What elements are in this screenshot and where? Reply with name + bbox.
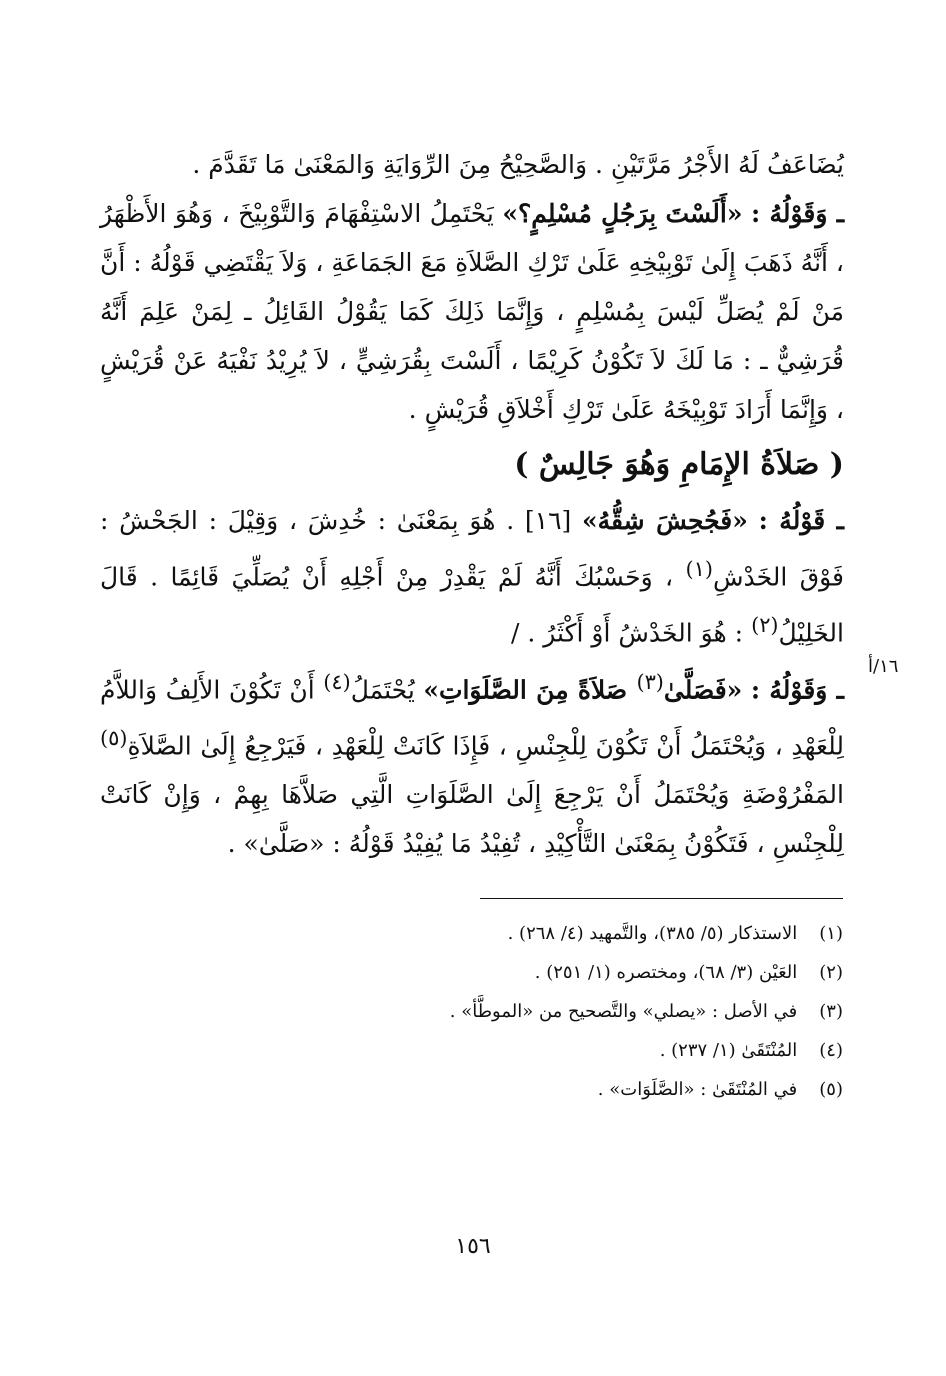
footnotes xyxy=(300,914,843,1109)
footnote-number: (٣) xyxy=(819,1001,843,1022)
main-text xyxy=(100,140,844,868)
paragraph-4-lead: ـ وَقَوْلُهُ : xyxy=(750,674,844,704)
paragraph-3-quote: «فَجُحِشَ شِقُّهُ» xyxy=(582,506,748,535)
paragraph-3-lead: ـ قَوْلُهُ : xyxy=(758,506,844,535)
page-number: ١٥٦ xyxy=(455,1234,491,1259)
paragraph-3 xyxy=(100,496,844,658)
footnote-ref-2: (٢) xyxy=(751,613,779,638)
footnote-2 xyxy=(300,953,843,992)
footnote-5 xyxy=(300,1070,843,1109)
paragraph-4-text-1: يُحْتَمَلُ xyxy=(350,674,424,704)
manuscript-folio-note: ١٦/أ xyxy=(868,656,899,677)
footnote-ref-5: (٥) xyxy=(100,725,128,750)
footnote-1 xyxy=(300,914,843,953)
paragraph-4-quote-1: «فَصَلَّىٰ xyxy=(663,674,743,704)
paragraph-4-text-2: أَنْ تَكُوْنَ الأَلِفُ وَاللاَّمُ لِلْعَهْدِ ، وَيُحْتَمَلُ أَنْ تَكُوْنَ لِلْجِنْسِ ، فَإِذَا كَانَتْ لِلْعَهْدِ ، فَيَرْجِعُ إِلَىٰ الصَّلاَةِ xyxy=(100,674,844,761)
paragraph-4-quote-2: صَلاَةً مِنَ الصَّلَوَاتِ» xyxy=(423,674,637,704)
footnote-number: (٢) xyxy=(819,962,843,983)
paragraph-4-text-3: المَفْرُوْضَةِ وَيُحْتَمَلُ أَنْ يَرْجِعَ إِلَىٰ الصَّلَوَاتِ الَّتِي صَلاَّهَا بِهِمْ ، وَإِنْ كَانَتْ لِلْجِنْسِ ، فَتَكُوْنُ بِمَعْنَىٰ التَّأْكِيْدِ ، تُفِيْدُ مَا يُفِيْدُ قَوْلُهُ : «صَلَّىٰ» . xyxy=(100,780,844,859)
section-heading: ( صَلاَةُ الإِمَامِ وَهُوَ جَالِسٌ ) xyxy=(514,447,844,482)
footnote-text: في الأصل : «يصلي» والتَّصحيح من «الموطَّأ» . xyxy=(449,1001,798,1022)
paragraph-3-text-1: [١٦] . هُوَ بِمَعْنَىٰ : خُدِشَ ، وَقِيْلَ : الجَحْشُ : فَوْقَ الخَدْشِ xyxy=(100,506,844,592)
footnote-ref-1: (١) xyxy=(685,557,713,581)
paragraph-4 xyxy=(100,658,844,869)
paragraph-1-text: يُضَاعَفُ لَهُ الأَجْرُ مَرَّتَيْنِ . وَالصَّحِيْحُ مِنَ الرِّوَايَةِ وَالمَعْنَىٰ مَا تَقَدَّمَ . xyxy=(192,150,844,179)
footnote-separator xyxy=(480,898,843,899)
footnote-number: (٥) xyxy=(819,1079,843,1100)
paragraph-3-text-2: ، وَحَسْبُكَ أَنَّهُ لَمْ يَقْدِرْ مِنْ أَجْلِهِ أَنْ يُصَلِّيَ قَائِمًا . قَالَ الخَلِيْلُ xyxy=(100,562,844,648)
footnote-text: العَيْن (٣/ ٦٨)، ومختصره (١/ ٢٥١) . xyxy=(534,962,798,983)
footnote-ref-3: (٣) xyxy=(636,669,664,694)
paragraph-3-text-3: : هُوَ الخَدْشُ أَوْ أَكْثَرُ . / xyxy=(510,618,752,648)
footnote-number: (٤) xyxy=(819,1040,843,1061)
paragraph-2-lead: ـ وَقَوْلُهُ : xyxy=(751,199,845,228)
footnote-4 xyxy=(300,1031,843,1070)
footnote-text: في المُنْتَقَىٰ : «الصَّلَوَات» . xyxy=(597,1079,798,1100)
footnote-text: الاستذكار (٥/ ٣٨٥)، والتَّمهيد (٤/ ٢٦٨) . xyxy=(507,923,798,944)
footnote-text: المُنْتَقَىٰ (١/ ٢٣٧) . xyxy=(659,1040,798,1061)
paragraph-1 xyxy=(100,140,844,189)
footnote-number: (١) xyxy=(819,923,843,944)
footnote-3 xyxy=(300,992,843,1031)
paragraph-2 xyxy=(100,189,844,434)
footnote-ref-4: (٤) xyxy=(323,669,351,694)
paragraph-2-quote: «أَلَسْتَ بِرَجُلٍ مُسْلِمٍ؟» xyxy=(502,199,743,228)
paragraph-2-text: يَحْتَمِلُ الاسْتِفْهَامَ وَالتَّوْبِيْخَ ، وَهُوَ الأَظْهَرُ ، أَنَّهُ ذَهَبَ إِلَىٰ تَوْبِيْخِهِ عَلَىٰ تَرْكِ الصَّلاَةِ مَعَ الجَمَاعَةِ ، وَلاَ يَقْتَضِي قَوْلُهُ : أَنَّ مَنْ لَمْ يُصَلِّ لَيْسَ بِمُسْلِمٍ ، وَإِنَّمَا ذَلِكَ كَمَا يَقُوْلُ القَائِلُ ـ لِمَنْ عَلِمَ أَنَّهُ قُرَشِيٌّ ـ : مَا لَكَ لاَ تَكُوْنُ كَرِيْمًا ، أَلَسْتَ بِقُرَشِيٍّ ، لاَ يُرِيْدُ نَفْيَهُ عَنْ قُرَيْشٍ ، وَإِنَّمَا أَرَادَ تَوْبِيْخَهُ عَلَىٰ تَرْكِ أَخْلاَقِ قُرَيْشٍ . xyxy=(100,199,844,424)
